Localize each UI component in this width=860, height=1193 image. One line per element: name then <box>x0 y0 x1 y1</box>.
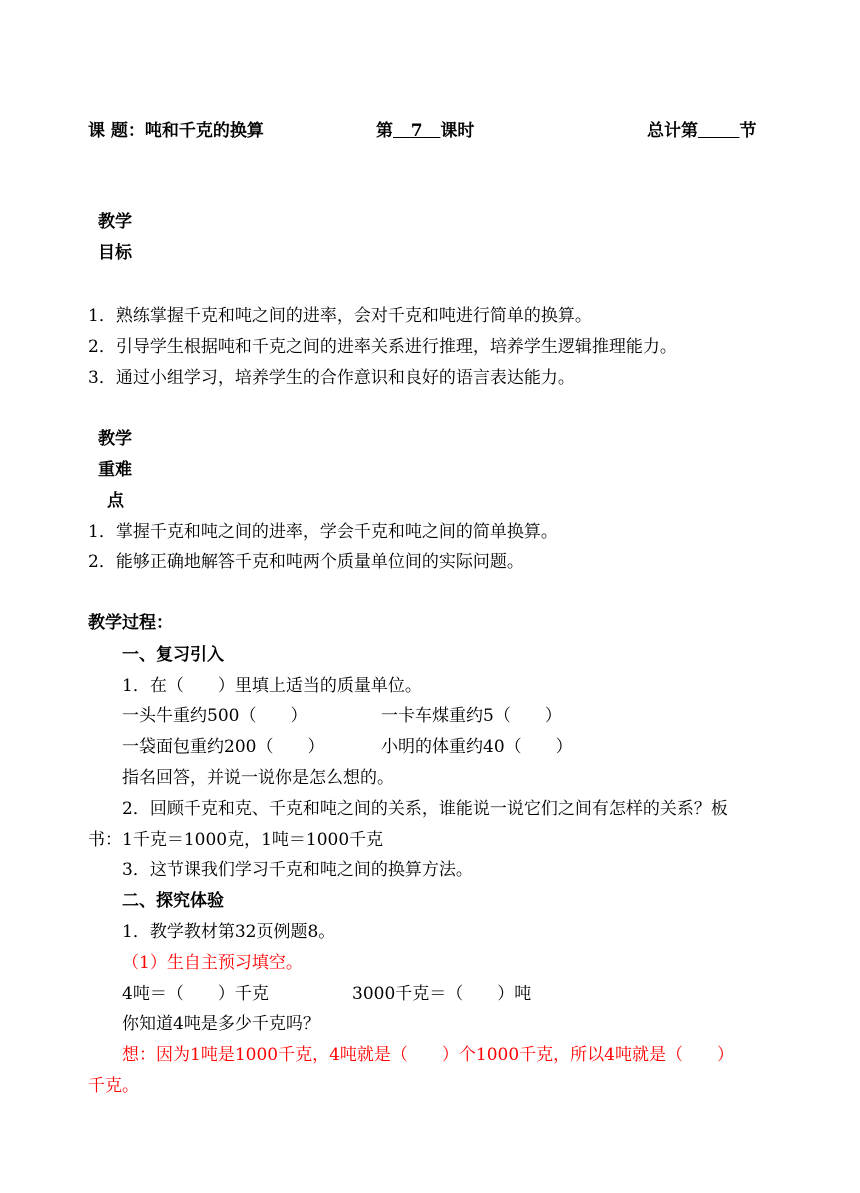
process-title: 教学过程： <box>88 613 173 633</box>
objective-item: 3．通过小组学习，培养学生的合作意识和良好的语言表达能力。 <box>88 368 575 388</box>
keypoint-item: 1．掌握千克和吨之间的进率，学会千克和吨之间的简单换算。 <box>88 522 558 542</box>
explore-item-1: 1．教学教材第32页例题8。 <box>122 922 336 942</box>
keypoint-item: 2．能够正确地解答千克和吨两个质量单位间的实际问题。 <box>88 552 524 572</box>
lesson-number-line <box>376 120 474 142</box>
section2-heading: 二、探究体验 <box>122 891 224 911</box>
section1-heading: 一、复习引入 <box>122 645 224 665</box>
keypoints-label-1: 教学 <box>98 429 132 449</box>
fill-row-1-right: 一卡车煤重约5（ ） <box>381 706 562 726</box>
objectives-label-2: 目标 <box>98 243 132 263</box>
think-line-2: 千克。 <box>88 1076 139 1096</box>
fill-conversion-left: 4吨＝（ ）千克 <box>122 984 269 1004</box>
explore-question: 你知道4吨是多少千克吗？ <box>122 1014 320 1034</box>
fill-conversion-right: 3000千克＝（ ）吨 <box>352 984 532 1004</box>
topic-title: 吨和千克的换算 <box>144 121 264 141</box>
review-question-2-line1: 2．回顾千克和克、千克和吨之间的关系，谁能说一说它们之间有怎样的关系？板 <box>122 799 728 819</box>
answer-prompt: 指名回答，并说一说你是怎么想的。 <box>122 768 394 788</box>
total-suffix: 节 <box>739 121 757 141</box>
explore-sub-1: （1）生自主预习填空。 <box>122 953 303 973</box>
fill-row-2-left: 一袋面包重约200（ ） <box>122 737 325 757</box>
fill-row-2-right: 小明的体重约40（ ） <box>381 737 573 757</box>
keypoints-label-2: 重难 <box>98 460 132 480</box>
review-question-2-line2: 书：1千克＝1000克，1吨＝1000千克 <box>88 830 384 850</box>
lesson-number-value: 7 <box>410 121 423 141</box>
review-question-3: 3．这节课我们学习千克和吨之间的换算方法。 <box>122 860 473 880</box>
think-line-1: 想：因为1吨是1000千克，4吨就是（ ）个1000千克，所以4吨就是（ ） <box>122 1045 734 1065</box>
lesson-number <box>393 121 440 141</box>
topic-line <box>88 120 264 142</box>
objective-item: 2．引导学生根据吨和千克之间的进率关系进行推理，培养学生逻辑推理能力。 <box>88 337 677 357</box>
lesson-prefix: 第 <box>376 121 393 141</box>
fill-row-1-left: 一头牛重约500（ ） <box>122 706 308 726</box>
objectives-label-1: 教学 <box>98 212 132 232</box>
objective-item: 1．熟练掌握千克和吨之间的进率，会对千克和吨进行简单的换算。 <box>88 306 592 326</box>
total-prefix: 总计第 <box>647 121 698 141</box>
topic-label: 课 题： <box>88 121 145 141</box>
total-blank <box>698 121 739 141</box>
lesson-suffix: 课时 <box>440 121 475 141</box>
review-question-1: 1．在（ ）里填上适当的质量单位。 <box>122 676 422 696</box>
keypoints-label-3: 点 <box>107 491 124 511</box>
total-line <box>647 120 756 142</box>
